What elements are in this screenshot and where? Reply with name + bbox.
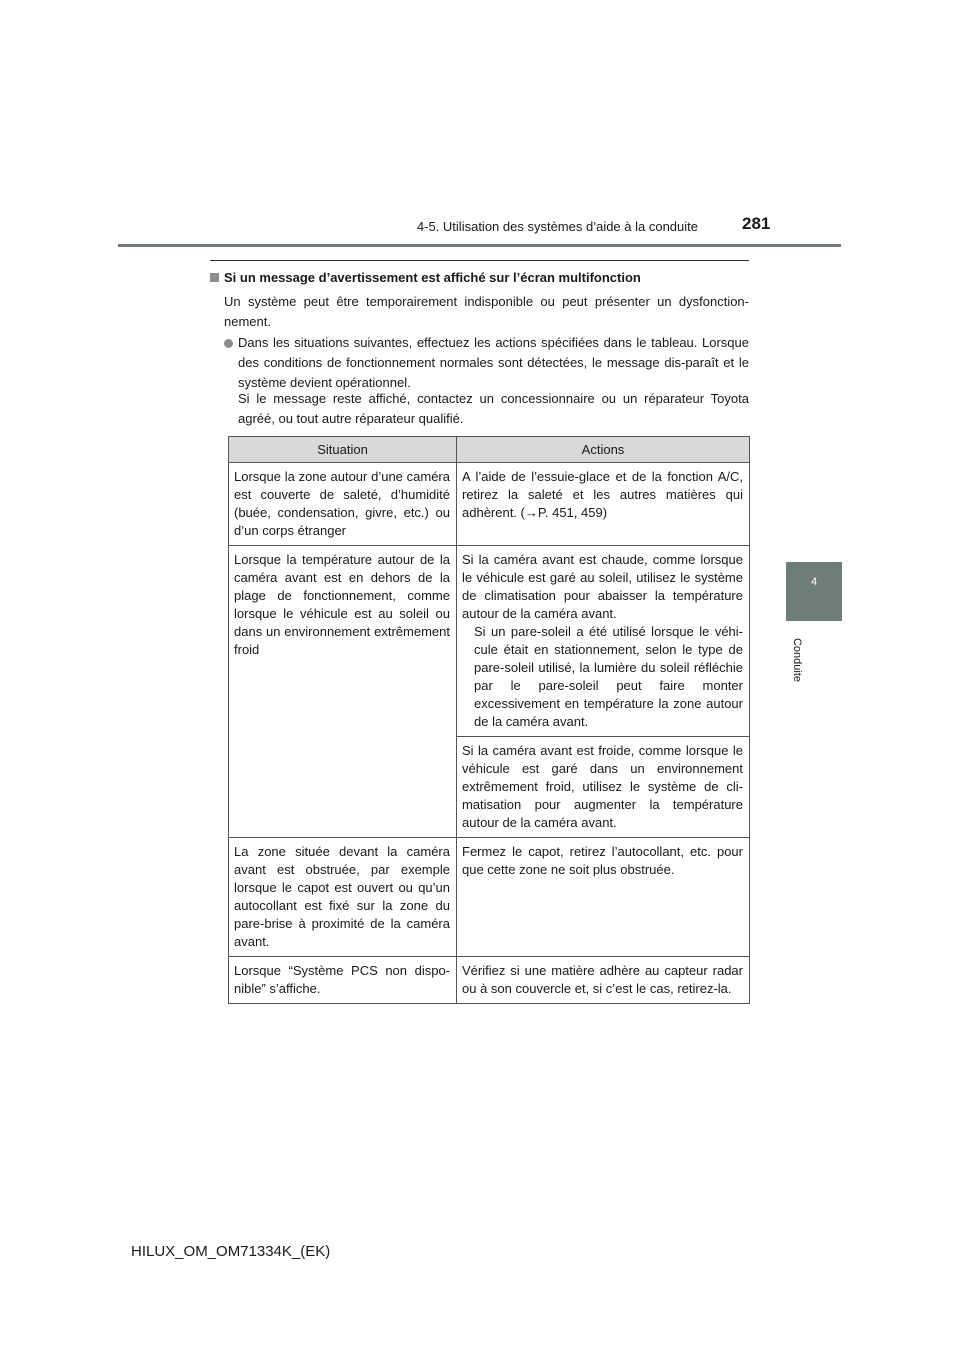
action-cell: Fermez le capot, retirez l’autocollant, etc. pour que cette zone ne soit plus obstruée. bbox=[457, 838, 750, 957]
action-text: Si la caméra avant est chaude, comme lorsque le véhicule est garé au soleil, utilisez le système de climatisation pour abaisser la température autour de la caméra avant. bbox=[462, 552, 743, 621]
header-divider bbox=[118, 244, 841, 247]
chapter-label: Conduite bbox=[791, 637, 803, 683]
table-row bbox=[229, 838, 750, 957]
action-note: Si un pare-soleil a été utilisé lorsque le véhi-cule était en stationnement, selon le type de pare-soleil utilisé, la lumière du soleil réfléchie par le pare-soleil peut faire monter excessivement en température la zone autour de la caméra avant. bbox=[474, 624, 743, 729]
situation-cell: Lorsque la zone autour d’une caméra est couverte de saleté, d’humidité (buée, condensation, givre, etc.) ou d’un corps étranger bbox=[229, 463, 457, 546]
situation-cell: La zone située devant la caméra avant est obstruée, par exemple lorsque le capot est ouvert ou qu’un autocollant est fixé sur la zone du pare-brise à proximité de la caméra avant. bbox=[229, 838, 457, 957]
situation-actions-table bbox=[228, 436, 750, 1004]
action-cell: A l’aide de l’essuie-glace et de la fonction A/C, retirez la saleté et les autres matières qui adhèrent. (→P. 451, 459) bbox=[457, 463, 750, 546]
action-cell bbox=[457, 546, 750, 737]
section-heading bbox=[210, 270, 770, 285]
situation-cell: Lorsque “Système PCS non dispo-nible” s’affiche. bbox=[229, 957, 457, 1004]
situation-cell: Lorsque la température autour de la caméra avant est en dehors de la plage de fonctionnement, comme lorsque le véhicule est au soleil ou dans un environnement extrêmement froid bbox=[229, 546, 457, 838]
page-number: 281 bbox=[742, 214, 771, 233]
table-header-row bbox=[229, 437, 750, 463]
circle-bullet-icon bbox=[224, 339, 233, 348]
bullet-text: Dans les situations suivantes, effectuez les actions spécifiées dans le tableau. Lorsque des conditions de fonctionnement normales sont détectées, le message dis-paraît et le système devient opérationnel. bbox=[238, 335, 749, 390]
table-header-actions: Actions bbox=[457, 437, 750, 463]
section-heading-text: Si un message d’avertissement est affiché sur l’écran multifonction bbox=[224, 270, 641, 285]
table-row bbox=[229, 463, 750, 546]
table-header-situation: Situation bbox=[229, 437, 457, 463]
action-cell: Si la caméra avant est froide, comme lorsque le véhicule est garé dans un environnement extrêmement froid, utilisez le système de cli-matisation pour augmenter la température autour de la caméra avant. bbox=[457, 737, 750, 838]
intro-paragraph: Un système peut être temporairement indisponible ou peut présenter un dysfonction-nement. bbox=[224, 294, 749, 329]
table-row bbox=[229, 957, 750, 1004]
chapter-label-wrap bbox=[782, 630, 812, 690]
chapter-number: 4 bbox=[810, 576, 818, 588]
section-divider bbox=[210, 260, 749, 261]
action-cell: Vérifiez si une matière adhère au capteur radar ou à son couvercle et, si c’est le cas, retirez-la. bbox=[457, 957, 750, 1004]
square-bullet-icon bbox=[210, 273, 219, 282]
table-row bbox=[229, 546, 750, 737]
section-title: 4-5. Utilisation des systèmes d’aide à la conduite bbox=[416, 219, 698, 234]
chapter-tab bbox=[786, 562, 842, 621]
bullet-item bbox=[224, 333, 749, 393]
document-code: HILUX_OM_OM71334K_(EK) bbox=[131, 1243, 331, 1260]
followup-paragraph: Si le message reste affiché, contactez un concessionnaire ou un réparateur Toyota agréé, ou tout autre réparateur qualifié. bbox=[238, 391, 749, 426]
